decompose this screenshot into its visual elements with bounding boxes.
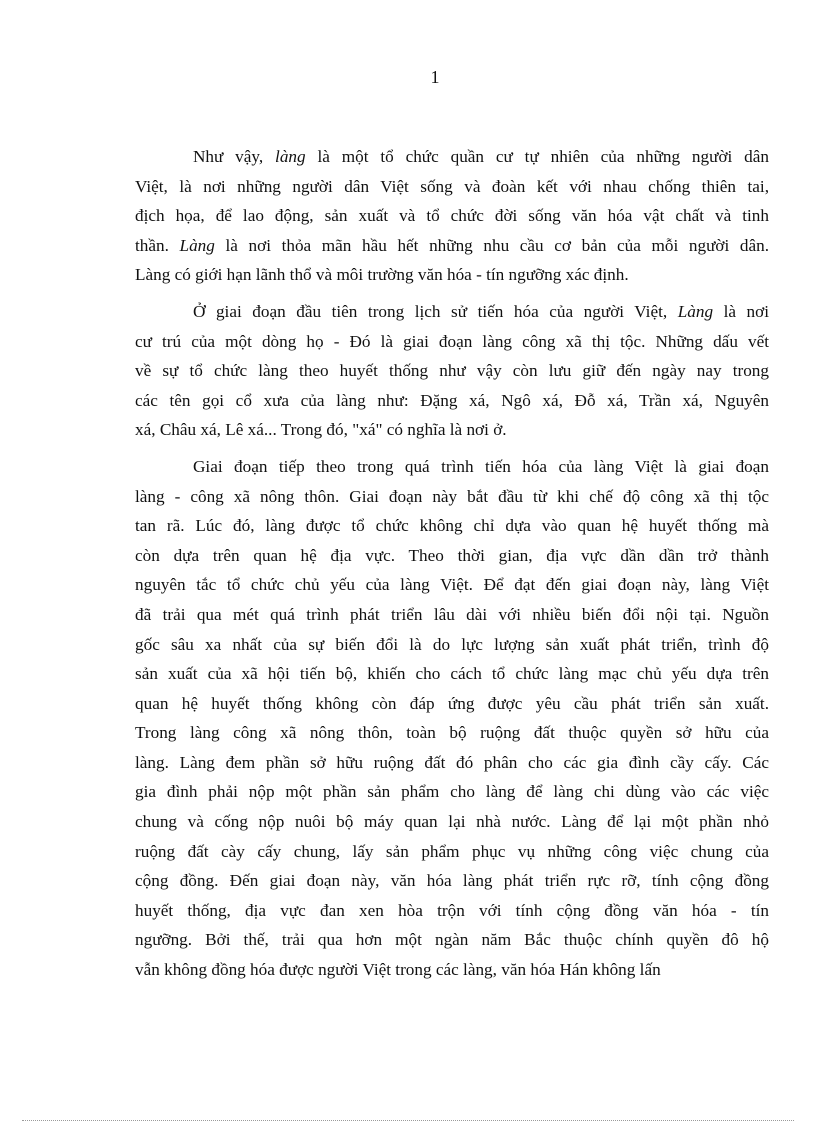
paragraph-3 bbox=[135, 452, 769, 985]
paragraph-3-line: đã trải qua mét quá trình phát triển lâu dài với nhiều biến đổi nội tại. Nguồn bbox=[135, 604, 769, 624]
paragraph-2-line-5: xá, Châu xá, Lê xá... Trong đó, "xá" có nghĩa là nơi ở. bbox=[135, 420, 507, 440]
paragraph-3-line: vẫn không đồng hóa được người Việt trong các làng, văn hóa Hán không lấn bbox=[135, 960, 661, 980]
text-run: là nơi bbox=[713, 301, 770, 321]
paragraph-2-line-1 bbox=[135, 297, 769, 327]
paragraph-1-line-2: Việt, là nơi những người dân Việt sống và đoàn kết với nhau chống thiên tai, bbox=[135, 176, 769, 196]
paragraph-2-line-2: cư trú của một dòng họ - Đó là giai đoạn làng công xã thị tộc. Những dấu vết bbox=[135, 331, 769, 351]
italic-term-lang: Làng bbox=[179, 235, 215, 255]
italic-term-lang: làng bbox=[275, 147, 306, 166]
paragraph-3-line: làng - công xã nông thôn. Giai đoạn này bắt đầu từ khi chế độ công xã thị tộc bbox=[135, 486, 769, 506]
text-run: là nơi thỏa mãn hầu hết những nhu cầu cơ bản của mỗi người dân. bbox=[214, 235, 769, 255]
paragraph-2-line-4: các tên gọi cổ xưa của làng như: Đặng xá, Ngô xá, Đỗ xá, Trần xá, Nguyên bbox=[135, 390, 769, 410]
text-run: là một tổ chức quần cư tự nhiên của những người dân bbox=[305, 147, 769, 166]
paragraph-3-line: cộng đồng. Đến giai đoạn này, văn hóa làng phát triển rực rỡ, tính cộng đồng bbox=[135, 871, 769, 891]
paragraph-3-line: quan hệ huyết thống không còn đáp ứng được yêu cầu phát triển sản xuất. bbox=[135, 693, 769, 713]
paragraph-1-line-1 bbox=[135, 142, 769, 172]
paragraph-2 bbox=[135, 297, 769, 445]
page-number: 1 bbox=[430, 67, 440, 87]
paragraph-3-line: sản xuất của xã hội tiến bộ, khiến cho cách tổ chức làng mạc chủ yếu dựa trên bbox=[135, 664, 769, 684]
page-bottom-divider bbox=[22, 1120, 794, 1121]
text-run: Như vậy, bbox=[193, 147, 276, 166]
paragraph-3-line: gốc sâu xa nhất của sự biến đổi là do lực lượng sản xuất phát triển, trình độ bbox=[135, 634, 769, 654]
italic-term-lang: Làng bbox=[677, 301, 714, 321]
text-run: thần. bbox=[135, 235, 180, 255]
paragraph-3-line: huyết thống, địa vực đan xen hòa trộn với tính cộng đồng văn hóa - tín bbox=[135, 900, 769, 920]
paragraph-3-line: còn dựa trên quan hệ địa vực. Theo thời gian, địa vực dần dần trở thành bbox=[135, 545, 769, 565]
paragraph-3-line: ngưỡng. Bởi thế, trải qua hơn một ngàn năm Bắc thuộc chính quyền đô hộ bbox=[135, 930, 769, 950]
paragraph-3-line: nguyên tắc tổ chức chủ yếu của làng Việt. Để đạt đến giai đoạn này, làng Việt bbox=[135, 575, 769, 595]
paragraph-3-line: ruộng đất cày cấy chung, lấy sản phẩm phục vụ những công việc chung của bbox=[135, 841, 769, 861]
paragraph-3-line: Trong làng công xã nông thôn, toàn bộ ruộng đất thuộc quyền sở hữu của bbox=[135, 723, 769, 743]
paragraph-1 bbox=[135, 142, 769, 290]
paragraph-1-line-3: địch họa, để lao động, sản xuất và tổ chức đời sống văn hóa vật chất và tinh bbox=[135, 206, 769, 226]
paragraph-3-line: chung và cống nộp nuôi bộ máy quan lại nhà nước. Làng để lại một phần nhỏ bbox=[135, 812, 769, 832]
paragraph-1-line-4 bbox=[135, 231, 769, 261]
paragraph-3-line: làng. Làng đem phần sở hữu ruộng đất đó phân cho các gia đình cầy cấy. Các bbox=[135, 752, 769, 772]
document-body bbox=[135, 142, 769, 985]
paragraph-1-line-5: Làng có giới hạn lãnh thổ và môi trường văn hóa - tín ngưỡng xác định. bbox=[135, 265, 629, 285]
paragraph-2-line-3: về sự tổ chức làng theo huyết thống như vậy còn lưu giữ đến ngày nay trong bbox=[135, 361, 769, 381]
text-run: Ở giai đoạn đầu tiên trong lịch sử tiến hóa của người Việt, bbox=[193, 301, 678, 321]
paragraph-3-line: Giai đoạn tiếp theo trong quá trình tiến hóa của làng Việt là giai đoạn bbox=[193, 456, 769, 476]
paragraph-3-line: tan rã. Lúc đó, làng được tổ chức không chỉ dựa vào quan hệ huyết thống mà bbox=[135, 516, 769, 536]
paragraph-3-line: gia đình phải nộp một phần sản phẩm cho làng để làng chi dùng vào các việc bbox=[135, 782, 769, 802]
